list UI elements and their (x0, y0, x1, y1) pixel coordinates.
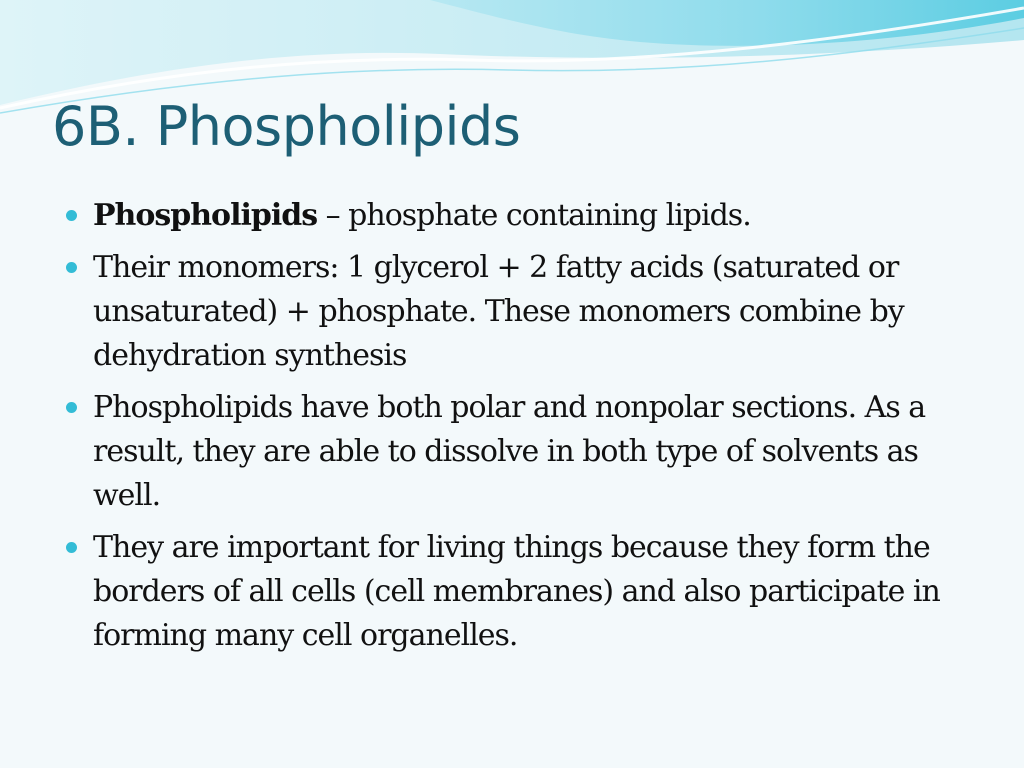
bullet-text: Phospholipids have both polar and nonpolar sections. As a result, they are able to dissolve in both type of solvents as well. (93, 390, 926, 513)
bullet-item-polarity (64, 386, 984, 518)
bullet-list (64, 194, 984, 666)
bullet-item-monomers (64, 246, 984, 378)
bullet-text: – phosphate containing lipids. (317, 198, 751, 233)
bullet-text: Their monomers: 1 glycerol + 2 fatty acids (saturated or unsaturated) + phosphate. These monomers combine by dehydration synthesis (93, 250, 904, 373)
bullet-text: They are important for living things because they form the borders of all cells (cell membranes) and also participate in forming many cell organelles. (93, 530, 940, 653)
slide-title: 6B. Phospholipids (52, 95, 521, 158)
bullet-dot-icon (66, 262, 77, 273)
bullet-dot-icon (66, 402, 77, 413)
bullet-dot-icon (66, 210, 77, 221)
bullet-item-importance (64, 526, 984, 658)
bullet-term: Phospholipids (93, 198, 318, 233)
bullet-item-definition (64, 194, 984, 238)
bullet-dot-icon (66, 542, 77, 553)
